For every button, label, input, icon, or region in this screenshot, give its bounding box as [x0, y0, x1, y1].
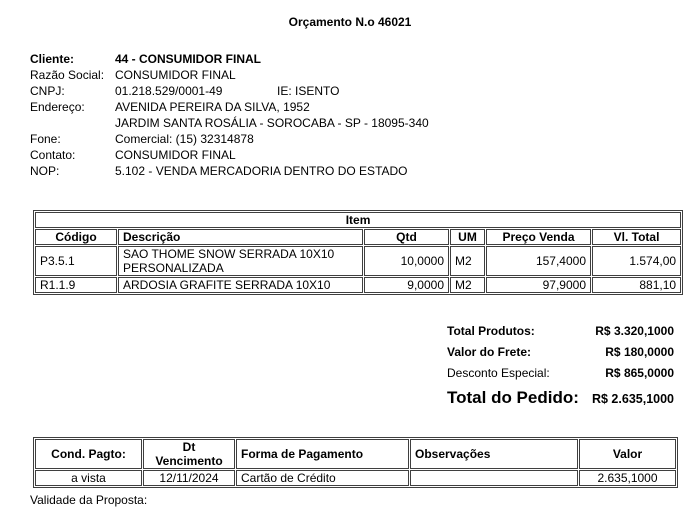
fone-label: Fone:: [30, 132, 61, 146]
col-header-dt-vencimento: Dt Vencimento: [143, 439, 235, 469]
total-pedido-row: [447, 388, 674, 409]
cell-preco-venda: 97,9000: [486, 277, 591, 293]
cliente-value: 44 - CONSUMIDOR FINAL: [115, 52, 262, 66]
items-table-header-row: [35, 229, 681, 245]
client-row-nop: [30, 163, 429, 179]
valor-frete-label: Valor do Frete:: [447, 345, 532, 359]
validity-label: Validade da Proposta:: [30, 493, 148, 507]
client-row-endereco: [30, 99, 429, 131]
table-row: [35, 470, 676, 486]
client-row-cnpj: [30, 83, 429, 99]
ie-value: IE: ISENTO: [277, 84, 340, 98]
col-header-vl-total: Vl. Total: [592, 229, 681, 245]
col-header-valor: Valor: [579, 439, 676, 469]
client-row-contato: [30, 147, 429, 163]
cnpj-label: CNPJ:: [30, 84, 65, 98]
nop-label: NOP:: [30, 164, 60, 178]
total-produtos-value: R$ 3.320,1000: [595, 324, 674, 338]
desconto-especial-value: R$ 865,0000: [605, 366, 674, 380]
col-header-cond-pagto: Cond. Pagto:: [35, 439, 142, 469]
fone-value: Comercial: (15) 32314878: [115, 132, 254, 146]
totals-block: [447, 324, 674, 409]
items-table: [33, 210, 683, 295]
nop-value: 5.102 - VENDA MERCADORIA DENTRO DO ESTADO: [115, 164, 408, 178]
col-header-qtd: Qtd: [364, 229, 449, 245]
cell-preco-venda: 157,4000: [486, 246, 591, 276]
col-header-observacoes: Observações: [410, 439, 578, 469]
valor-frete-row: [447, 345, 674, 366]
client-row-cliente: [30, 51, 429, 67]
endereco-line1: AVENIDA PEREIRA DA SILVA, 1952: [115, 100, 310, 114]
cell-um: M2: [450, 246, 485, 276]
cell-observacoes: [410, 470, 578, 486]
items-table-caption-row: [35, 212, 681, 228]
col-header-descricao: Descrição: [118, 229, 363, 245]
endereco-label: Endereço:: [30, 100, 85, 114]
desconto-especial-row: [447, 366, 674, 387]
document-title: Orçamento N.o 46021: [288, 15, 412, 29]
col-header-preco-venda: Preço Venda: [486, 229, 591, 245]
cell-vl-total: 1.574,00: [592, 246, 681, 276]
client-row-razao-social: [30, 67, 429, 83]
table-row: [35, 246, 681, 276]
cnpj-value: 01.218.529/0001-49: [115, 84, 223, 98]
cell-descricao: SAO THOME SNOW SERRADA 10X10 PERSONALIZADA: [118, 246, 363, 276]
cell-valor: 2.635,1000: [579, 470, 676, 486]
cell-codigo: R1.1.9: [35, 277, 117, 293]
contato-value: CONSUMIDOR FINAL: [115, 148, 236, 162]
cell-codigo: P3.5.1: [35, 246, 117, 276]
table-row: [35, 277, 681, 293]
endereco-line2: JARDIM SANTA ROSÁLIA - SOROCABA - SP - 18095-340: [115, 116, 429, 130]
endereco-lines: [115, 99, 429, 131]
col-header-um: UM: [450, 229, 485, 245]
valor-frete-value: R$ 180,0000: [605, 345, 674, 359]
total-pedido-label: Total do Pedido:: [447, 388, 579, 407]
cell-forma-pagamento: Cartão de Crédito: [236, 470, 409, 486]
total-produtos-row: [447, 324, 674, 345]
cell-vl-total: 881,10: [592, 277, 681, 293]
cell-cond-pagto: a vista: [35, 470, 142, 486]
client-info-block: [30, 51, 429, 179]
client-row-fone: [30, 131, 429, 147]
cliente-label: Cliente:: [30, 52, 75, 66]
desconto-especial-label: Desconto Especial:: [447, 366, 550, 380]
contato-label: Contato:: [30, 148, 76, 162]
total-pedido-value: R$ 2.635,1000: [591, 392, 674, 406]
items-table-caption: Item: [35, 212, 681, 228]
cell-qtd: 9,0000: [364, 277, 449, 293]
total-produtos-label: Total Produtos:: [447, 324, 535, 338]
col-header-forma-pagamento: Forma de Pagamento: [236, 439, 409, 469]
col-header-codigo: Código: [35, 229, 117, 245]
razao-social-label: Razão Social:: [30, 68, 105, 82]
payment-table-header-row: [35, 439, 676, 469]
razao-social-value: CONSUMIDOR FINAL: [115, 68, 236, 82]
cell-qtd: 10,0000: [364, 246, 449, 276]
cell-dt-vencimento: 12/11/2024: [143, 470, 235, 486]
cell-um: M2: [450, 277, 485, 293]
payment-table: [33, 437, 678, 488]
cell-descricao: ARDOSIA GRAFITE SERRADA 10X10: [118, 277, 363, 293]
